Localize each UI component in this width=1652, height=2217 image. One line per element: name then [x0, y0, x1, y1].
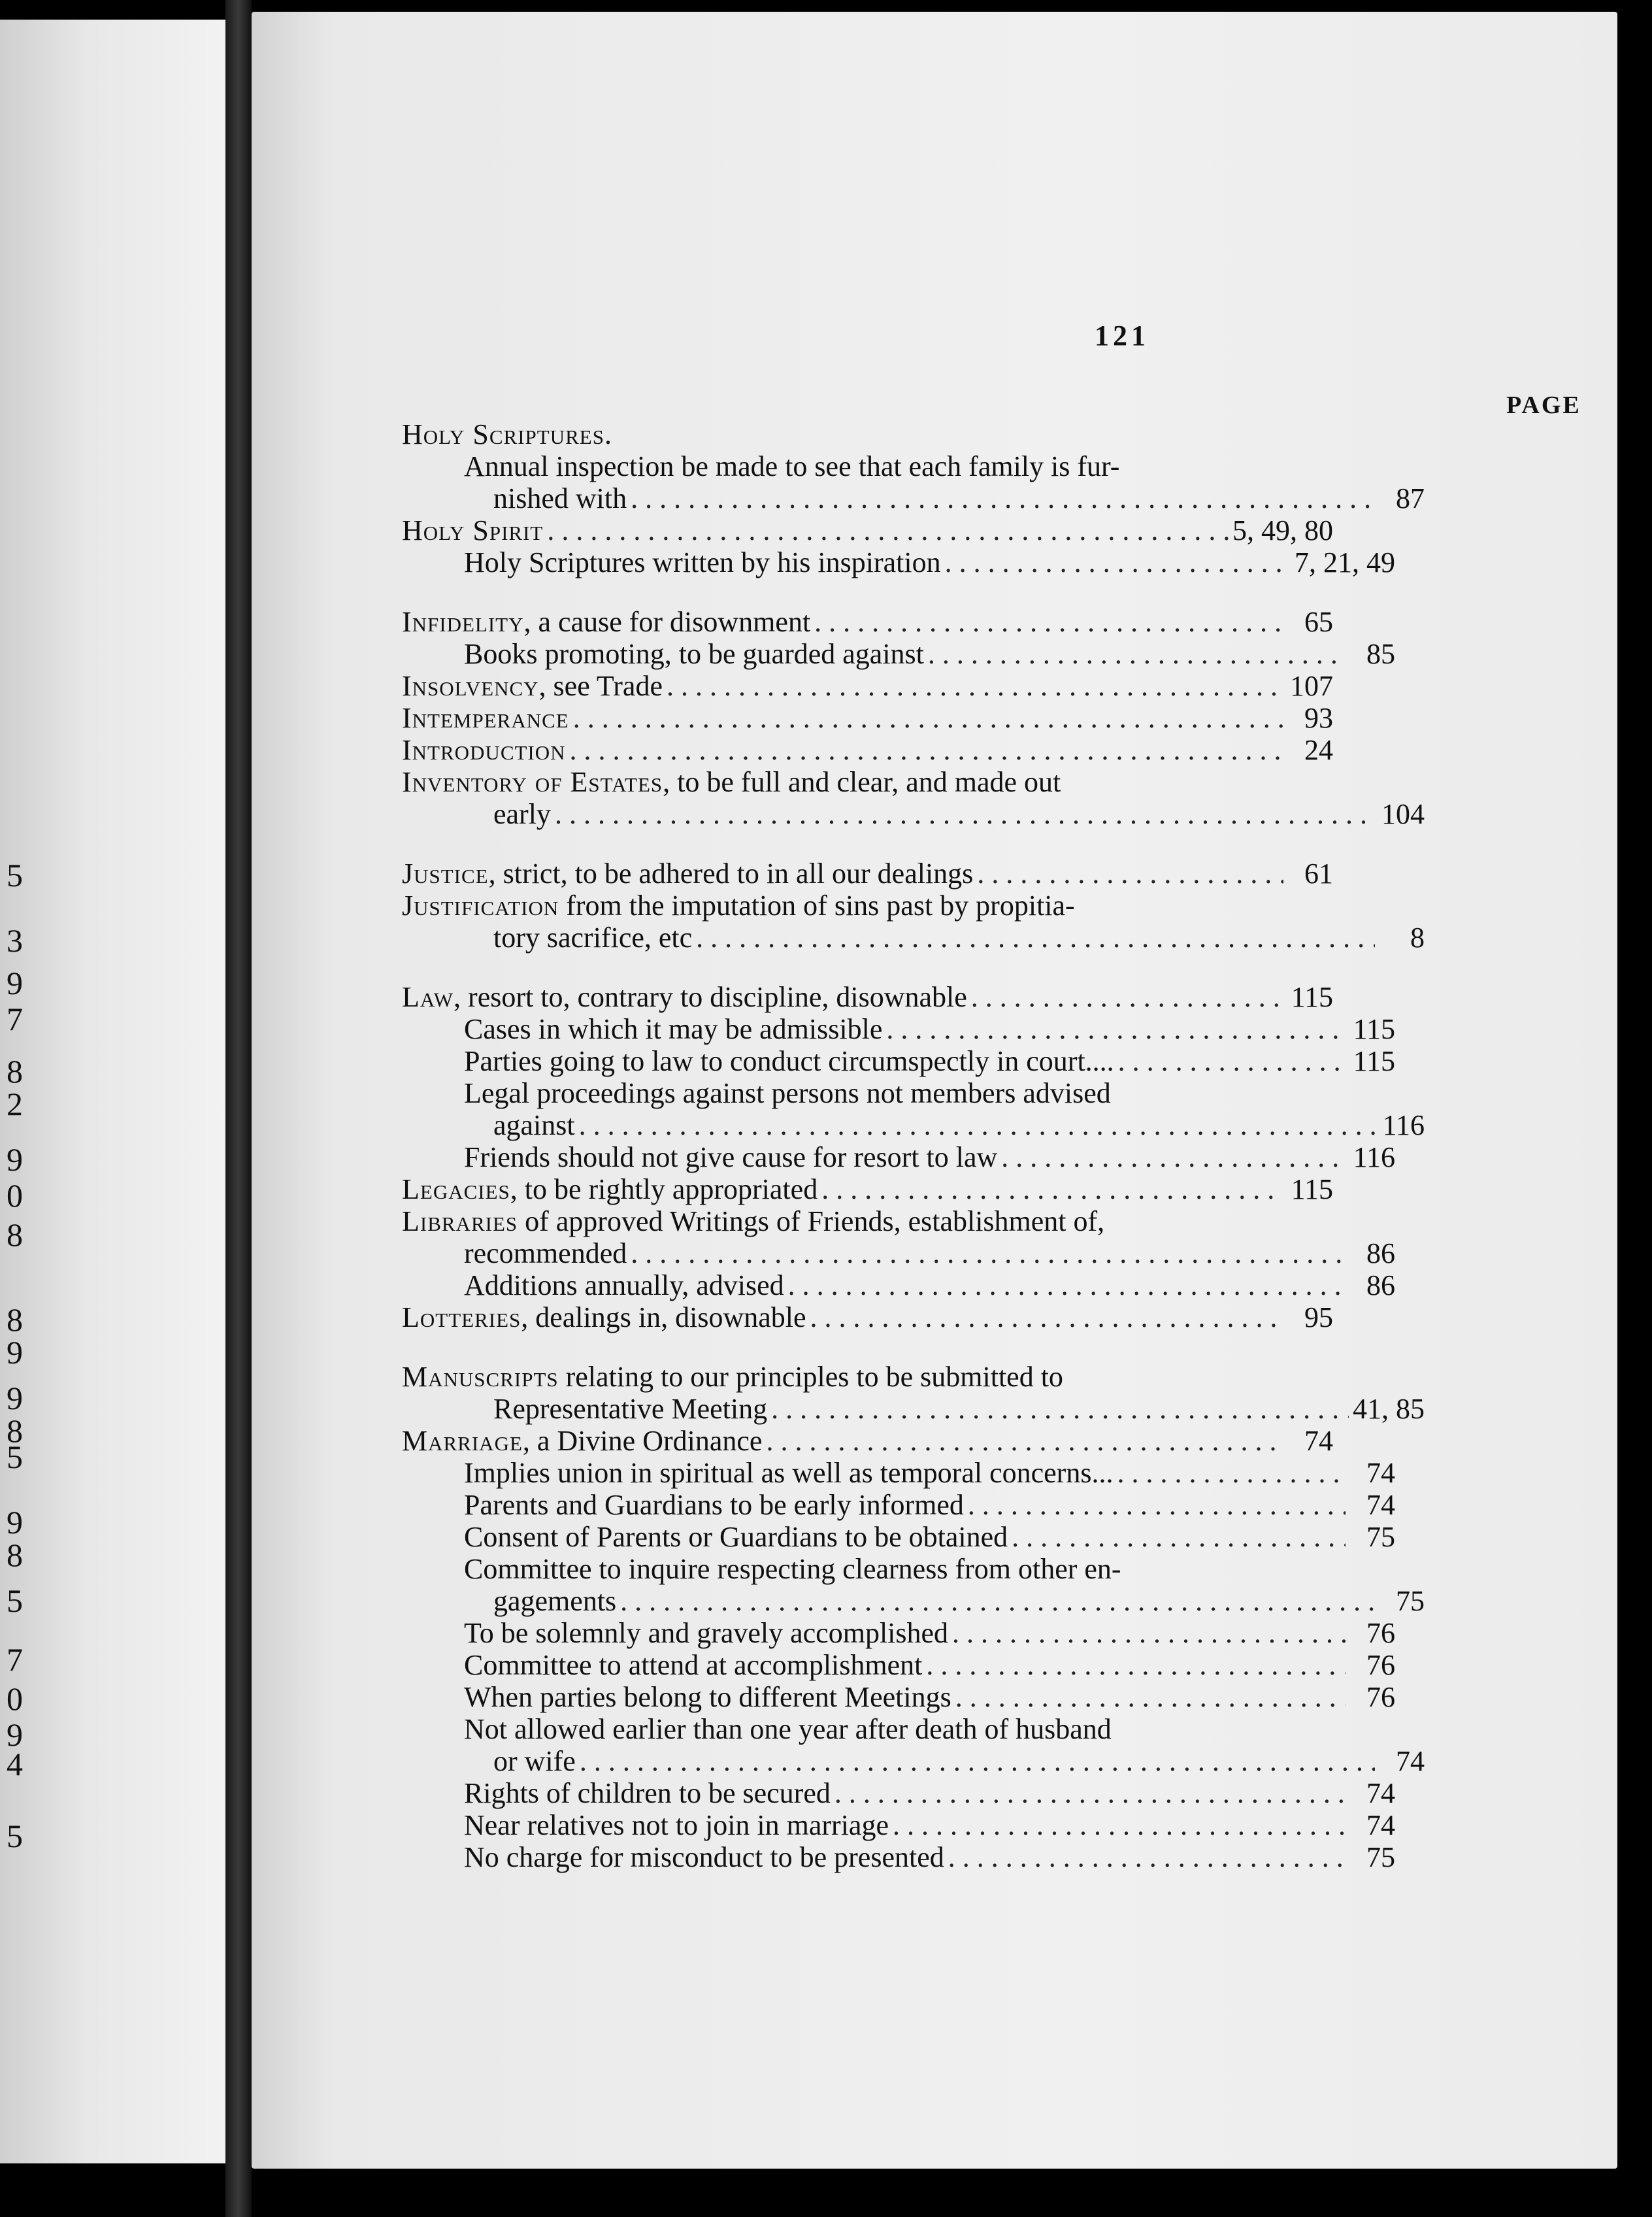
facing-page-number: 9 — [7, 1380, 23, 1416]
index-heading-text: , to be full and clear, and made out — [663, 766, 1061, 798]
index-entry — [402, 1777, 1395, 1809]
index-list — [402, 418, 1425, 1873]
index-heading: Legacies — [402, 1173, 510, 1205]
index-entry — [402, 922, 1425, 954]
facing-page-number: 4 — [7, 1746, 23, 1782]
index-entry — [402, 766, 1333, 798]
index-subentry: recommended — [464, 1237, 627, 1269]
index-subentry: To be solemnly and gravely accomplished — [464, 1617, 949, 1649]
index-heading-text: from the imputation of sins past by propitia- — [559, 890, 1075, 922]
facing-page-strip — [0, 20, 225, 2163]
index-heading: Lotteries — [402, 1301, 521, 1333]
dot-leader — [955, 1681, 1346, 1713]
index-entry — [402, 1457, 1395, 1489]
page-number: 121 — [1095, 320, 1149, 352]
dot-leader — [968, 1489, 1346, 1521]
index-entry — [402, 1745, 1425, 1777]
index-heading: Marriage — [402, 1425, 523, 1457]
index-entry — [402, 546, 1395, 578]
index-subentry: Books promoting, to be guarded against — [464, 638, 924, 670]
index-entry — [402, 514, 1333, 546]
page-reference: 74 — [1304, 1425, 1333, 1457]
facing-page-number: 9 — [7, 1141, 23, 1178]
book-gutter — [225, 0, 252, 2217]
index-heading: Introduction — [402, 734, 566, 766]
index-entry — [402, 1425, 1333, 1457]
index-entry — [402, 734, 1333, 766]
facing-page-number: 7 — [7, 1001, 23, 1037]
page-reference: 76 — [1366, 1617, 1395, 1649]
dot-leader — [620, 1585, 1375, 1617]
index-heading: Justification — [402, 890, 559, 922]
index-subentry: Friends should not give cause for resort to law — [464, 1141, 998, 1173]
index-entry — [402, 1489, 1395, 1521]
dot-leader — [570, 734, 1283, 766]
index-heading-text: , resort to, contrary to discipline, disownable — [454, 981, 967, 1013]
page-reference: 74 — [1366, 1809, 1395, 1841]
index-heading-text: , a Divine Ordinance — [522, 1425, 763, 1457]
index-entry — [402, 1617, 1395, 1649]
facing-page-number: 5 — [7, 1818, 23, 1854]
index-heading: Libraries — [402, 1205, 518, 1237]
dot-leader — [555, 798, 1375, 830]
index-entry — [402, 1841, 1395, 1873]
dot-leader — [977, 858, 1283, 890]
index-heading-text: relating to our principles to be submitted to — [558, 1361, 1063, 1393]
dot-leader — [893, 1809, 1346, 1841]
index-entry — [402, 1521, 1395, 1553]
dot-leader — [1012, 1521, 1346, 1553]
page-reference: 75 — [1396, 1585, 1425, 1617]
page-reference: 5, 49, 80 — [1232, 514, 1333, 546]
facing-page-number: 8 — [7, 1301, 23, 1338]
index-continuation: early — [493, 798, 551, 830]
facing-page-number: 8 — [7, 1053, 23, 1090]
page-reference: 116 — [1382, 1109, 1425, 1141]
facing-page-number: 5 — [7, 1439, 23, 1475]
index-entry — [402, 638, 1395, 670]
index-heading: Inventory of Estates — [402, 766, 663, 798]
index-heading-text: , strict, to be adhered to in all our dealings — [488, 858, 974, 890]
dot-leader — [579, 1109, 1375, 1141]
facing-page-number: 8 — [7, 1537, 23, 1573]
index-subentry: Parents and Guardians to be early informed — [464, 1489, 964, 1521]
dot-leader — [886, 1013, 1346, 1045]
page-reference: 86 — [1366, 1237, 1395, 1269]
index-heading-text: , a cause for disownment — [523, 606, 811, 638]
index-heading: Justice — [402, 858, 489, 890]
dot-leader — [667, 670, 1283, 702]
dot-leader — [928, 638, 1346, 670]
index-entry — [402, 670, 1333, 702]
index-heading-text: of approved Writings of Friends, establishment of, — [518, 1205, 1105, 1237]
facing-page-number: 9 — [7, 1504, 23, 1541]
page-reference: 86 — [1366, 1269, 1395, 1301]
facing-page-number: 8 — [7, 1412, 23, 1449]
index-continuation: gagements — [493, 1585, 617, 1617]
index-entry — [402, 1013, 1395, 1045]
index-entry — [402, 1173, 1333, 1205]
index-continuation: tory sacrifice, etc — [493, 922, 693, 954]
index-entry — [402, 1713, 1395, 1745]
dot-leader — [926, 1649, 1346, 1681]
index-entry — [402, 482, 1425, 514]
facing-page-number: 0 — [7, 1680, 23, 1717]
dot-leader — [766, 1425, 1283, 1457]
facing-page-number: 9 — [7, 1334, 23, 1371]
dot-leader — [814, 606, 1283, 638]
page-reference: 75 — [1366, 1841, 1395, 1873]
page-reference: 104 — [1381, 798, 1425, 830]
index-entry — [402, 1045, 1395, 1077]
dot-leader — [952, 1617, 1346, 1649]
index-entry — [402, 890, 1333, 922]
page-reference: 95 — [1304, 1301, 1333, 1333]
index-entry — [402, 798, 1425, 830]
index-entry — [402, 1141, 1395, 1173]
facing-page-number: 2 — [7, 1086, 23, 1122]
page-reference: 115 — [1291, 1173, 1333, 1205]
index-entry — [402, 1109, 1425, 1141]
index-subentry: Additions annually, advised — [464, 1269, 784, 1301]
index-continuation: or wife — [493, 1745, 576, 1777]
index-subentry: Legal proceedings against persons not members advised — [464, 1077, 1111, 1109]
index-subentry: Implies union in spiritual as well as temporal concerns... — [464, 1457, 1114, 1489]
dot-leader — [948, 1841, 1346, 1873]
index-heading: Holy Scriptures. — [402, 418, 612, 450]
page-reference: 76 — [1366, 1649, 1395, 1681]
index-continuation: against — [493, 1109, 575, 1141]
index-heading-text: , see Trade — [538, 670, 663, 702]
dot-leader — [945, 546, 1291, 578]
facing-page-number: 7 — [7, 1641, 23, 1678]
index-entry — [402, 1205, 1333, 1237]
page-reference: 65 — [1304, 606, 1333, 638]
index-subentry: Annual inspection be made to see that each family is fur- — [464, 450, 1120, 482]
dot-leader — [834, 1777, 1346, 1809]
page-reference: 74 — [1396, 1745, 1425, 1777]
index-heading: Holy Spirit — [402, 514, 544, 546]
index-heading-text: , dealings in, disownable — [521, 1301, 806, 1333]
page-reference: 61 — [1304, 858, 1333, 890]
index-subentry: Near relatives not to join in marriage — [464, 1809, 889, 1841]
index-entry — [402, 606, 1333, 638]
index-entry — [402, 1809, 1395, 1841]
dot-leader — [771, 1393, 1349, 1425]
dot-leader — [573, 702, 1283, 734]
index-entry — [402, 1269, 1395, 1301]
index-entry — [402, 450, 1395, 482]
dot-leader — [821, 1173, 1283, 1205]
index-subentry: Rights of children to be secured — [464, 1777, 831, 1809]
page-reference: 41, 85 — [1353, 1393, 1425, 1425]
dot-leader — [1117, 1457, 1346, 1489]
page-reference: 74 — [1366, 1457, 1395, 1489]
page-reference: 24 — [1304, 734, 1333, 766]
dot-leader — [631, 482, 1375, 514]
page-reference: 93 — [1304, 702, 1333, 734]
index-subentry: Consent of Parents or Guardians to be obtained — [464, 1521, 1008, 1553]
index-subentry: Committee to inquire respecting clearness from other en- — [464, 1553, 1121, 1585]
page-reference: 107 — [1290, 670, 1333, 702]
index-entry — [402, 1301, 1333, 1333]
index-entry — [402, 1361, 1333, 1393]
index-entry — [402, 1649, 1395, 1681]
page-reference: 85 — [1366, 638, 1395, 670]
index-subentry: Committee to attend at accomplishment — [464, 1649, 923, 1681]
dot-leader — [788, 1269, 1346, 1301]
dot-leader — [810, 1301, 1283, 1333]
facing-page-number: 5 — [7, 1582, 23, 1619]
index-subentry: When parties belong to different Meetings — [464, 1681, 951, 1713]
page-reference: 74 — [1366, 1489, 1395, 1521]
page-reference: 115 — [1353, 1013, 1395, 1045]
facing-page-number: 9 — [7, 965, 23, 1001]
index-subentry: No charge for misconduct to be presented — [464, 1841, 944, 1873]
page-reference: 76 — [1366, 1681, 1395, 1713]
index-subentry: Not allowed earlier than one year after death of husband — [464, 1713, 1112, 1745]
index-continuation: nished with — [493, 482, 627, 514]
page-column-label: PAGE — [1506, 392, 1581, 419]
page-reference: 87 — [1396, 482, 1425, 514]
dot-leader — [631, 1237, 1346, 1269]
index-entry — [402, 1393, 1425, 1425]
index-entry — [402, 1077, 1395, 1109]
index-entry — [402, 1237, 1395, 1269]
page-reference: 115 — [1291, 981, 1333, 1013]
page-reference: 116 — [1353, 1141, 1395, 1173]
dot-leader — [1118, 1045, 1346, 1077]
index-heading: Law — [402, 981, 454, 1013]
index-heading: Insolvency — [402, 670, 539, 702]
index-heading: Manuscripts — [402, 1361, 559, 1393]
index-subentry: Parties going to law to conduct circumspectly in court.... — [464, 1045, 1114, 1077]
index-subentry: Holy Scriptures written by his inspiration — [464, 546, 941, 578]
page-reference: 75 — [1366, 1521, 1395, 1553]
index-entry — [402, 1585, 1425, 1617]
index-continuation: Representative Meeting — [493, 1393, 768, 1425]
dot-leader — [547, 514, 1229, 546]
index-subentry: Cases in which it may be admissible — [464, 1013, 883, 1045]
dot-leader — [696, 922, 1375, 954]
index-entry — [402, 858, 1333, 890]
index-entry — [402, 1553, 1395, 1585]
index-entry — [402, 981, 1333, 1013]
facing-page-number: 0 — [7, 1177, 23, 1214]
dot-leader — [1001, 1141, 1346, 1173]
facing-page-number: 5 — [7, 857, 23, 893]
facing-page-number: 3 — [7, 922, 23, 959]
index-heading: Intemperance — [402, 702, 569, 734]
index-entry — [402, 702, 1333, 734]
index-entry — [402, 418, 1333, 450]
dot-leader — [580, 1745, 1375, 1777]
index-heading-text: , to be rightly appropriated — [510, 1173, 818, 1205]
index-heading: Infidelity — [402, 606, 524, 638]
dot-leader — [971, 981, 1283, 1013]
page-reference: 74 — [1366, 1777, 1395, 1809]
index-entry — [402, 1681, 1395, 1713]
facing-page-number: 8 — [7, 1216, 23, 1253]
page-reference: 115 — [1353, 1045, 1395, 1077]
facing-page-number: 9 — [7, 1716, 23, 1753]
page-reference: 7, 21, 49 — [1295, 546, 1395, 578]
page-reference: 8 — [1410, 922, 1425, 954]
